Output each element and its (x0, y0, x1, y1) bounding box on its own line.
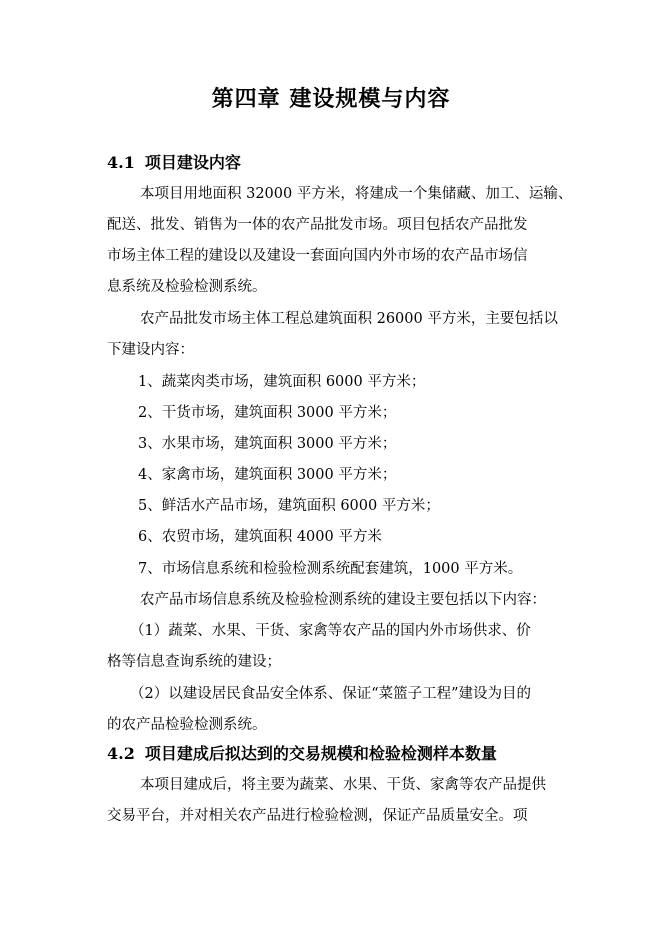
paragraph-line: 本项目用地面积 32000 平方米，将建成一个集储藏、加工、运输、 (140, 186, 573, 202)
list-item: 1、蔬菜肉类市场，建筑面积 6000 平方米； (138, 374, 426, 390)
list-item: 3、水果市场，建筑面积 3000 平方米； (138, 436, 397, 452)
list-item: 6、农贸市场，建筑面积 4000 平方米 (138, 529, 382, 545)
paragraph-line: （1）蔬菜、水果、干货、家禽等农产品的国内外市场供求、价 (130, 623, 531, 639)
section-heading-4-2 (107, 741, 497, 764)
paragraph-line: （2）以建设居民食品安全体系、保证“菜篮子工程”建设为目的 (130, 686, 532, 702)
paragraph-line: 配送、批发、销售为一体的农产品批发市场。项目包括农产品批发 (107, 217, 528, 233)
section-heading-4-1 (107, 150, 241, 173)
paragraph-line: 格等信息查询系统的建设； (107, 654, 281, 670)
list-item: 2、干货市场，建筑面积 3000 平方米； (138, 405, 397, 421)
list-item: 5、鲜活水产品市场，建筑面积 6000 平方米； (138, 498, 440, 514)
paragraph-line: 交易平台，并对相关农产品进行检验检测，保证产品质量安全。项 (107, 808, 528, 824)
paragraph-line: 农产品批发市场主体工程总建筑面积 26000 平方米，主要包括以 (140, 311, 558, 327)
paragraph-line: 下建设内容： (107, 342, 194, 358)
paragraph-line: 农产品市场信息系统及检验检测系统的建设主要包括以下内容： (140, 592, 546, 608)
section-title: 项目建成后拟达到的交易规模和检验检测样本数量 (144, 744, 497, 763)
list-item: 7、市场信息系统和检验检测系统配套建筑，1000 平方米。 (138, 561, 523, 577)
list-item: 4、家禽市场，建筑面积 3000 平方米； (138, 467, 397, 483)
paragraph-line: 息系统及检验检测系统。 (107, 279, 267, 295)
section-number: 4.1 (107, 153, 135, 172)
section-title: 项目建设内容 (144, 153, 241, 172)
chapter-title: 第四章 建设规模与内容 (211, 86, 451, 112)
paragraph-line: 的农产品检验检测系统。 (107, 717, 267, 733)
paragraph-line: 市场主体工程的建设以及建设一套面向国内外市场的农产品市场信 (107, 248, 528, 264)
section-number: 4.2 (107, 744, 135, 763)
paragraph-line: 本项目建成后，将主要为蔬菜、水果、干货、家禽等农产品提供 (140, 777, 546, 793)
